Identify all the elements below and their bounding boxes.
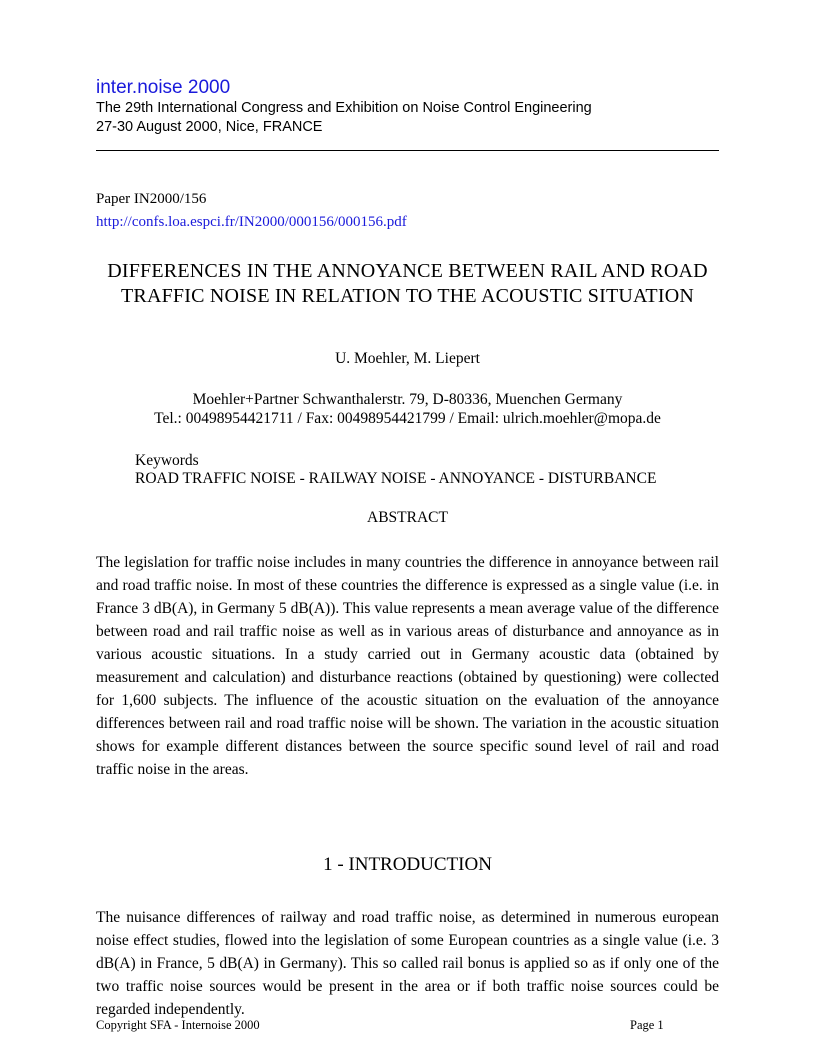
- affiliation-contact: Tel.: 00498954421711 / Fax: 00498954421799 / Email: ulrich.moehler@mopa.de: [154, 410, 661, 427]
- conference-subtitle: The 29th International Congress and Exhibition on Noise Control Engineering: [96, 100, 592, 116]
- paper-title: DIFFERENCES IN THE ANNOYANCE BETWEEN RAIL AND ROAD TRAFFIC NOISE IN RELATION TO THE ACOUSTIC SITUATION: [107, 260, 708, 307]
- footer-page-number: Page 1: [630, 1018, 664, 1032]
- footer-copyright: Copyright SFA - Internoise 2000: [96, 1018, 260, 1032]
- paper-authors: U. Moehler, M. Liepert: [335, 350, 480, 367]
- conference-date-location: 27-30 August 2000, Nice, FRANCE: [96, 119, 323, 135]
- header-divider: [96, 150, 719, 151]
- introduction-paragraph: The nuisance differences of railway and road traffic noise, as determined in numerous european noise effect studies, flowed into the legislation of some European countries as a single value (i.e. 3 dB(A) in France, 5 dB(A) in Germany). This so called rail bonus is applied so as if only one of the two traffic noise sources would be present in the area or if both traffic noise sources could be regarded independently.: [96, 909, 719, 1018]
- paper-id: Paper IN2000/156: [96, 191, 207, 207]
- author-affiliation: [96, 390, 719, 428]
- paper-url-link[interactable]: http://confs.loa.espci.fr/IN2000/000156/000156.pdf: [96, 214, 407, 230]
- keywords-label: Keywords: [135, 452, 199, 469]
- abstract-paragraph: The legislation for traffic noise includes in many countries the difference in annoyance between rail and road traffic noise. In most of these countries the difference is expressed as a single value (i.e. in France 3 dB(A), in Germany 5 dB(A)). This value represents a mean average value of the difference between road and rail traffic noise as well as in various areas of disturbance and annoyance as in various acoustic situations. In a study carried out in Germany acoustic data (obtained by measurement and calculation) and disturbance reactions (obtained by questioning) were collected for 1,600 subjects. The influence of the acoustic situation on the evaluation of the annoyance differences between rail and road traffic noise will be shown. The variation in the acoustic situation shows for example different distances between the source specific sound level of rail and road traffic noise in the areas.: [96, 554, 719, 778]
- introduction-heading: 1 - INTRODUCTION: [323, 854, 492, 875]
- keywords-text: ROAD TRAFFIC NOISE - RAILWAY NOISE - ANNOYANCE - DISTURBANCE: [135, 470, 657, 487]
- affiliation-address: Moehler+Partner Schwanthalerstr. 79, D-80336, Muenchen Germany: [192, 391, 623, 408]
- conference-name: inter.noise 2000: [96, 77, 231, 98]
- abstract-heading: ABSTRACT: [367, 509, 448, 526]
